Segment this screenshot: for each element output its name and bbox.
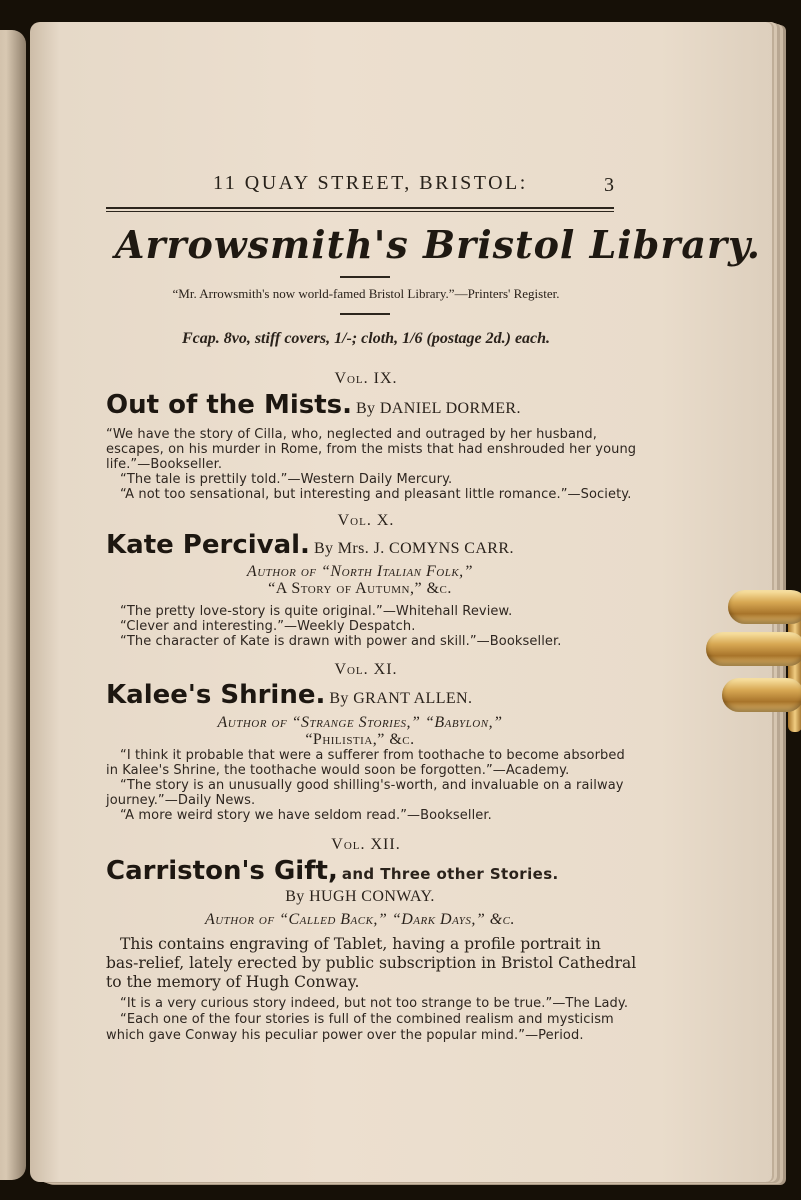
body-line: to the memory of Hugh Conway. [106,973,360,991]
author-of: “A Story of Autumn,” &c. [268,580,452,597]
review-line: which gave Conway his peculiar power over the popular mind.”—Period. [106,1028,584,1043]
review-line: “The pretty love-story is quite original.”—Whitehall Review. [120,604,513,619]
book-heading [106,856,559,886]
facing-page-edge [0,30,26,1180]
book-heading [106,530,514,560]
review-line: “It is a very curious story indeed, but not too strange to be true.”—The Lady. [120,996,629,1011]
review-line: “I think it probable that were a sufferer from toothache to become absorbed [120,748,625,763]
review-line: “The character of Kate is drawn with power and skill.”—Bookseller. [120,634,562,649]
volume-number: Vol. IX. [334,370,398,387]
book-title: Kate Percival. [106,530,310,560]
volume-number: Vol. XII. [331,836,401,853]
book-heading [106,390,521,420]
book-title: Out of the Mists. [106,390,352,420]
review-line: “A not too sensational, but interesting and pleasant little romance.”—Society. [120,487,632,502]
review-line: “The story is an unusually good shilling's-worth, and invaluable on a railway [120,778,624,793]
review-line: journey.”—Daily News. [106,793,256,808]
press-quote: “Mr. Arrowsmith's now world-famed Bristol Library.”—Printers' Register. [172,286,560,301]
clip-finger [722,678,801,712]
review-line: “We have the story of Cilla, who, neglected and outraged by her husband, [106,427,597,442]
page-number: 3 [604,174,614,196]
clip-finger [728,590,801,624]
body-line: bas-relief, lately erected by public subscription in Bristol Cathedral [106,954,637,972]
header-rule [106,207,614,209]
book-subtitle: and Three other Stories. [341,865,559,883]
review-line: “Clever and interesting.”—Weekly Despatch. [120,619,416,634]
book-author: By GRANT ALLEN. [329,690,473,707]
book-author: By HUGH CONWAY. [285,888,435,905]
volume-number: Vol. XI. [334,661,398,678]
author-of: Author of “Called Back,” “Dark Days,” &c. [204,911,516,928]
running-head: 11 QUAY STREET, BRISTOL: [213,172,528,194]
page-title: Arrowsmith's Bristol Library. [115,222,761,267]
quote-rule [340,313,390,315]
author-of: “Philistia,” &c. [305,731,415,748]
book-title: Kalee's Shrine. [106,680,326,710]
review-line: “A more weird story we have seldom read.”—Bookseller. [120,808,492,823]
review-line: in Kalee's Shrine, the toothache would soon be forgotten.”—Academy. [106,763,570,778]
book-author: By DANIEL DORMER. [355,400,521,417]
volume-number: Vol. X. [337,512,395,529]
title-rule [340,276,390,278]
review-line: escapes, on his murder in Rome, from the mists that had enshrouded her young [106,442,637,457]
author-of: Author of “North Italian Folk,” [246,563,474,580]
review-line: “Each one of the four stories is full of the combined realism and mysticism [120,1012,614,1027]
review-line: “The tale is prettily told.”—Western Daily Mercury. [120,472,453,487]
review-line: life.”—Bookseller. [106,457,223,472]
format-line: Fcap. 8vo, stiff covers, 1/-; cloth, 1/6 (postage 2d.) each. [181,330,551,347]
header-rule-thin [106,211,614,212]
book-author: By Mrs. J. COMYNS CARR. [313,540,514,557]
book-title: Carriston's Gift, [106,856,338,886]
book-heading [106,680,472,710]
author-of: Author of “Strange Stories,” “Babylon,” [217,714,503,731]
brass-page-clip [700,588,801,738]
clip-finger [706,632,801,666]
body-line: This contains engraving of Tablet, having a profile portrait in [120,935,601,953]
